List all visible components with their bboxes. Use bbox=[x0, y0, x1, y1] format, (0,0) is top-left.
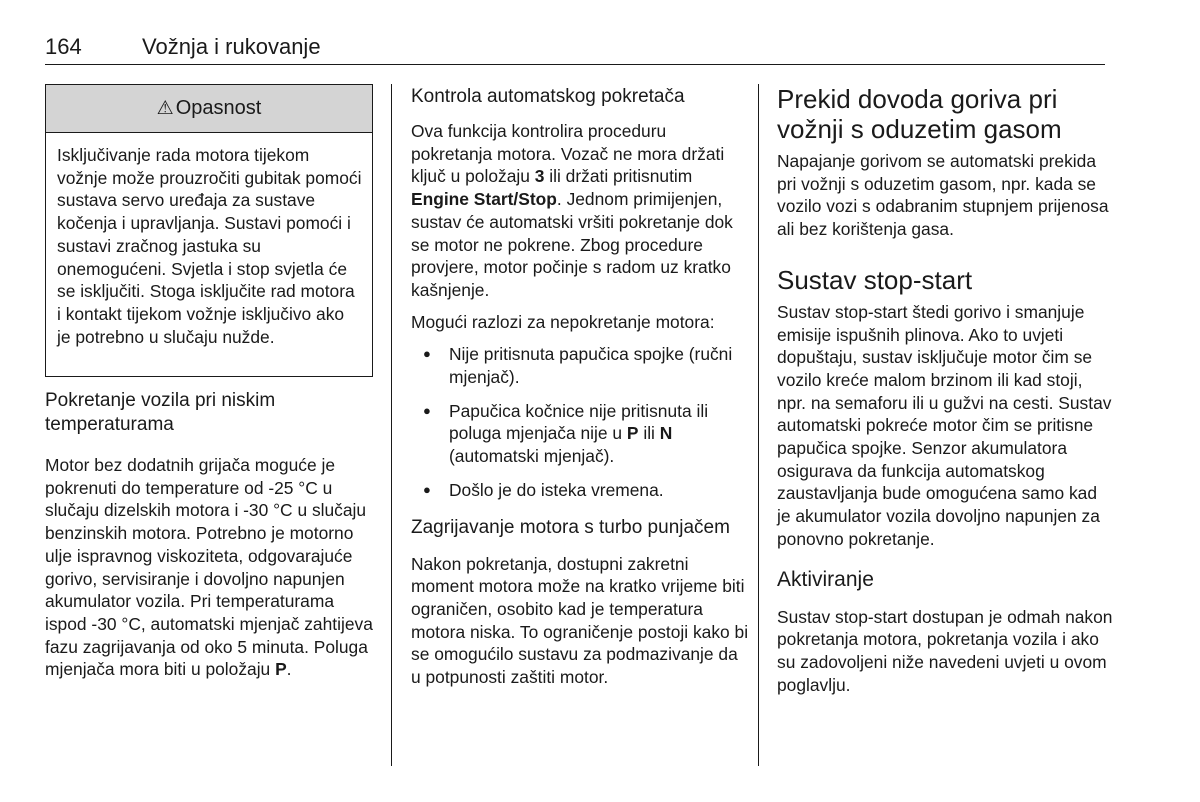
section-heading: Sustav stop-start bbox=[777, 264, 973, 295]
section-fuel-cutoff bbox=[777, 84, 1113, 696]
section-paragraph: Mogući razlozi za nepokretanje motora: bbox=[411, 311, 715, 332]
section-paragraph: Ova funkcija kontrolira proceduru pokretanja motora. Vozač ne mora držati ključ u položaju 3 ili držati pritisnutim Engine Start/Stop. Jednom primijenjen, sustav će automatski vršiti pokretanje dok se motor ne pokrene. Zbog procedure provjere, motor počinje s radom uz kratko kašnjenje. bbox=[411, 121, 733, 300]
list-item: ● Došlo je do isteka vremena. bbox=[411, 479, 751, 502]
column-divider bbox=[758, 84, 759, 766]
column-divider bbox=[391, 84, 392, 766]
section-heading: Zagrijavanje motora s turbo punjačem bbox=[411, 516, 730, 538]
chapter-title: Vožnja i rukovanje bbox=[142, 34, 321, 59]
header-divider bbox=[45, 64, 1105, 65]
section-paragraph: Motor bez dodatnih grijača moguće je pokrenuti do temperature od -25 °C u slučaju dizelskih motora i -30 °C u slučaju benzinskih motora. Potrebno je motorno ulje ispravnog viskoziteta, odgovarajuće gorivo, servisiranje i dovoljno napunjen akumulator vozila. Pri temperaturama ispod -30 °C, automatski mjenjač zahtijeva fazu zagrijavanja od oko 5 minuta. Poluga mjenjača mora biti u položaju P. bbox=[45, 455, 373, 680]
section-cold-start bbox=[45, 389, 375, 681]
section-paragraph: Napajanje gorivom se automatski prekida pri vožnji s oduzetim gasom, npr. kada se vozilo vozi s odabranim stupnjem prijenosa ali bez korištenja gasa. bbox=[777, 151, 1109, 240]
section-heading: Prekid dovoda goriva pri vožnji s oduzetim gasom bbox=[777, 84, 1062, 144]
section-auto-starter bbox=[411, 85, 751, 689]
section-heading: Kontrola automatskog pokretača bbox=[411, 86, 685, 107]
warning-triangle-icon: ⚠ bbox=[156, 98, 174, 119]
section-paragraph: Nakon pokretanja, dostupni zakretni moment motora može na kratko vrijeme biti ograničen, osobito kad je temperatura motora niska. To ograničenje postoji kako bi se omogućilo sustavu za podmazivanje da u potpunosti zaštiti motor. bbox=[411, 553, 749, 688]
warning-title: Opasnost bbox=[175, 97, 262, 119]
section-paragraph: Sustav stop-start štedi gorivo i smanjuje emisije ispušnih plinova. Ako to uvjeti dopuštaju, sustav isključuje motor čim se vozilo kreće malom brzinom ili kad stoji, npr. na semaforu ili u gužvi na cesti. Sustav automatski pokreće motor čim se pritisne papučica spojke. Senzor akumulatora osigurava da funkcija automatskog zaustavljanja bude omogućena samo kad je akumulator vozila dovoljno napunjen za ponovno pokretanje. bbox=[777, 301, 1112, 549]
section-heading: Aktiviranje bbox=[777, 567, 874, 591]
section-heading: Pokretanje vozila pri niskim temperaturama bbox=[45, 390, 276, 435]
page-number: 164 bbox=[45, 34, 82, 59]
list-item: ● Nije pritisnuta papučica spojke (ručni mjenjač). bbox=[411, 343, 751, 388]
list-item: ● Papučica kočnice nije pritisnuta ili poluga mjenjača nije u P ili N (automatski mjenjač). bbox=[411, 400, 751, 468]
page-header bbox=[45, 34, 1105, 64]
warning-header bbox=[46, 85, 372, 133]
warning-text: Isključivanje rada motora tijekom vožnje može prouzročiti gubitak pomoći sustava servo uređaja za sustave kočenja i upravljanja. Sustavi pomoći i sustavi zračnog jastuka su onemogućeni. Svjetla i stop svjetla će se isključiti. Stoga isključite rad motora i kontakt tijekom vožnje isključivo ako je potrebno u slučaju nužde. bbox=[57, 145, 362, 347]
danger-warning-box bbox=[45, 84, 373, 377]
reasons-list bbox=[411, 343, 751, 501]
section-paragraph: Sustav stop-start dostupan je odmah nakon pokretanja motora, pokretanja vozila i ako su zadovoljeni niže navedeni uvjeti u ovom poglavlju. bbox=[777, 606, 1113, 695]
